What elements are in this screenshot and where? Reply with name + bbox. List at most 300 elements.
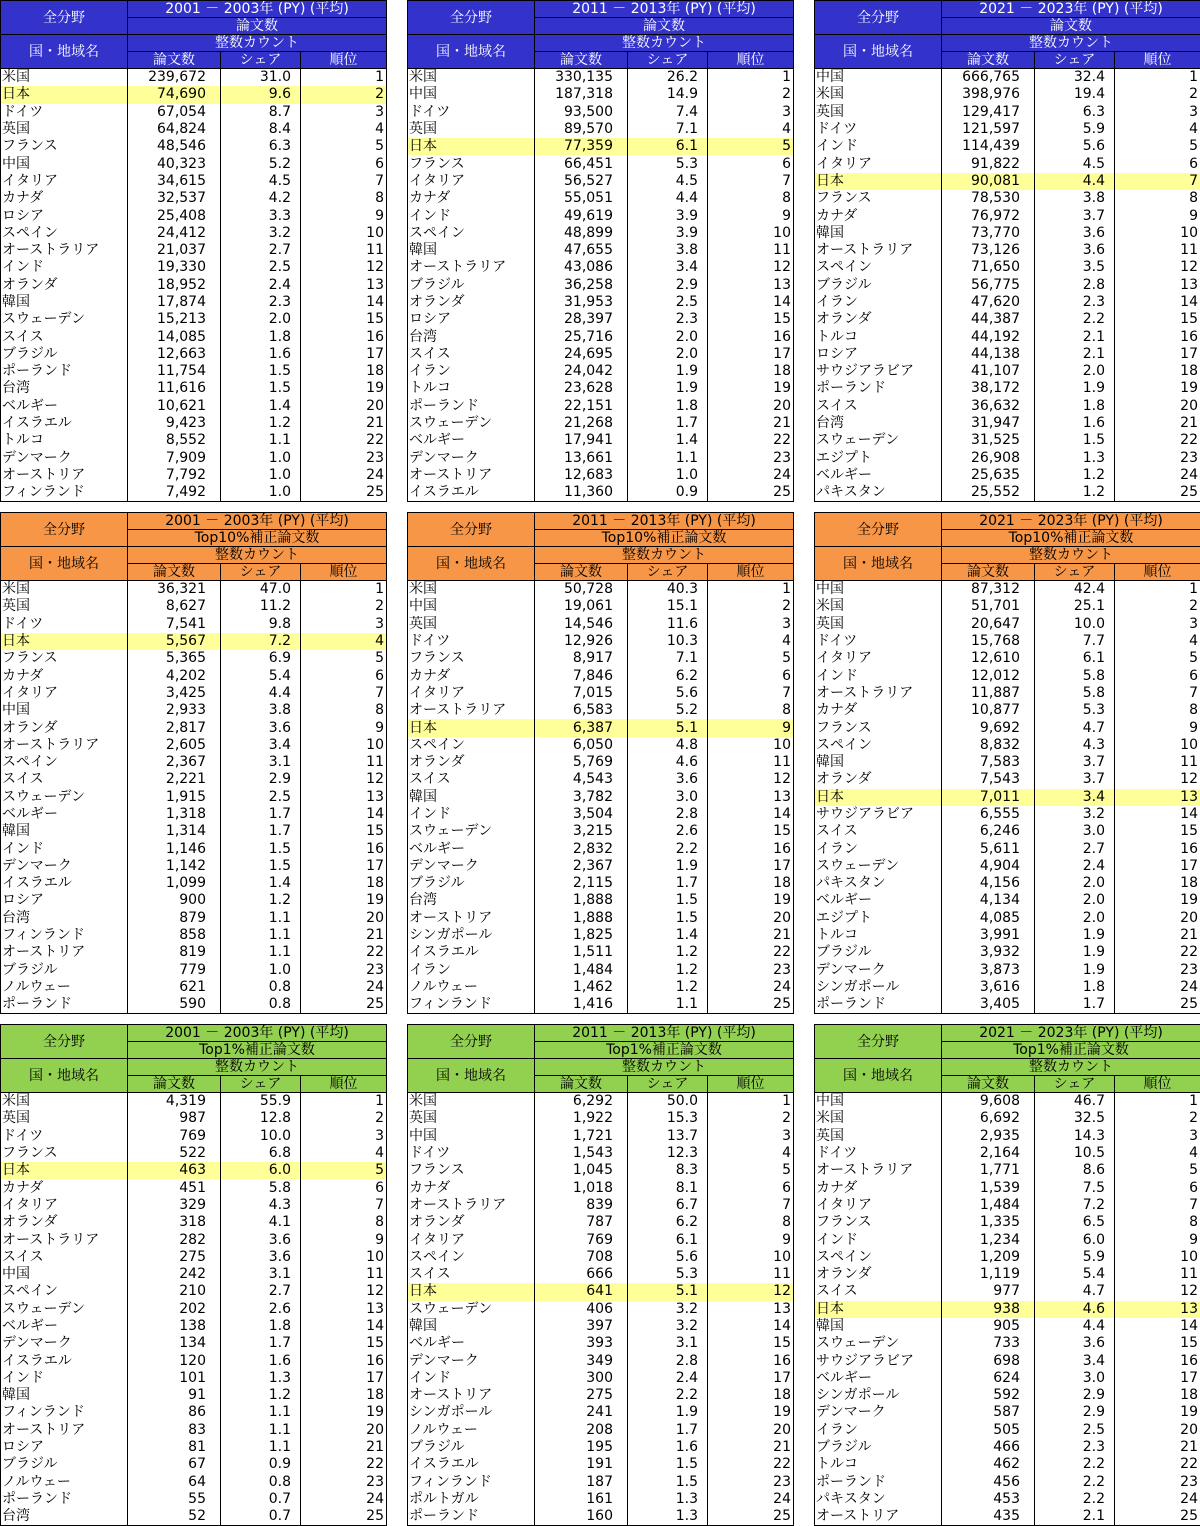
rank-value: 17 bbox=[1115, 346, 1200, 363]
table-row bbox=[1, 450, 387, 467]
country-name: 韓国 bbox=[408, 242, 535, 259]
paper-count: 1,922 bbox=[535, 1110, 628, 1127]
share-value: 19.4 bbox=[1035, 86, 1115, 103]
rank-value: 15 bbox=[708, 1335, 794, 1352]
rank-value: 2 bbox=[708, 86, 794, 103]
paper-count: 592 bbox=[942, 1387, 1035, 1404]
paper-count: 708 bbox=[535, 1249, 628, 1266]
ranking-table bbox=[814, 512, 1200, 1014]
rank-value: 17 bbox=[301, 858, 387, 875]
table-row bbox=[408, 1110, 794, 1127]
country-name: フランス bbox=[815, 190, 942, 207]
table-row bbox=[408, 944, 794, 961]
rank-value: 19 bbox=[708, 380, 794, 397]
share-value: 26.2 bbox=[628, 69, 708, 87]
share-value: 1.9 bbox=[628, 1404, 708, 1421]
share-value: 1.2 bbox=[628, 979, 708, 996]
table-row bbox=[815, 840, 1200, 857]
country-header: 国・地域名 bbox=[1, 35, 128, 69]
period-header: 2011 － 2013年 (PY) (平均) bbox=[535, 1025, 794, 1042]
table-row bbox=[408, 1404, 794, 1421]
table-row bbox=[815, 875, 1200, 892]
table-row bbox=[1, 1214, 387, 1231]
share-value: 3.1 bbox=[221, 754, 301, 771]
paper-count: 779 bbox=[128, 962, 221, 979]
table-row bbox=[408, 121, 794, 138]
country-name: 中国 bbox=[1, 702, 128, 719]
paper-count: 12,610 bbox=[942, 650, 1035, 667]
paper-count: 74,690 bbox=[128, 86, 221, 103]
country-name: ドイツ bbox=[1, 616, 128, 633]
paper-count: 3,405 bbox=[942, 996, 1035, 1014]
paper-count: 5,769 bbox=[535, 754, 628, 771]
share-value: 50.0 bbox=[628, 1093, 708, 1111]
table-row bbox=[408, 86, 794, 103]
share-value: 6.5 bbox=[1035, 1214, 1115, 1231]
share-value: 9.6 bbox=[221, 86, 301, 103]
rank-value: 23 bbox=[1115, 962, 1200, 979]
rank-value: 24 bbox=[708, 979, 794, 996]
paper-count: 73,126 bbox=[942, 242, 1035, 259]
rank-value: 4 bbox=[708, 633, 794, 650]
rank-value: 16 bbox=[1115, 1352, 1200, 1369]
rank-value: 18 bbox=[1115, 363, 1200, 380]
table-row bbox=[815, 685, 1200, 702]
table-row bbox=[1, 1370, 387, 1387]
country-name: トルコ bbox=[815, 1456, 942, 1473]
paper-count: 36,321 bbox=[128, 581, 221, 599]
rank-value: 8 bbox=[1115, 190, 1200, 207]
country-name: ロシア bbox=[408, 311, 535, 328]
paper-count: 138 bbox=[128, 1318, 221, 1335]
rank-value: 11 bbox=[301, 1266, 387, 1283]
rank-value: 18 bbox=[708, 875, 794, 892]
rank-value: 18 bbox=[301, 875, 387, 892]
country-name: オランダ bbox=[408, 294, 535, 311]
table-row bbox=[408, 1179, 794, 1196]
rank-value: 8 bbox=[301, 190, 387, 207]
country-name: カナダ bbox=[408, 1179, 535, 1196]
paper-count: 195 bbox=[535, 1439, 628, 1456]
rank-value: 12 bbox=[708, 771, 794, 788]
country-name: オーストリア bbox=[408, 910, 535, 927]
paper-count: 19,330 bbox=[128, 259, 221, 276]
rank-value: 13 bbox=[301, 1301, 387, 1318]
rank-value: 15 bbox=[1115, 311, 1200, 328]
table-row bbox=[408, 1249, 794, 1266]
table-row bbox=[408, 892, 794, 909]
table-row bbox=[408, 858, 794, 875]
paper-count: 787 bbox=[535, 1214, 628, 1231]
table-row bbox=[1, 1110, 387, 1127]
table-row bbox=[1, 892, 387, 909]
rank-value: 19 bbox=[1115, 380, 1200, 397]
table-row bbox=[1, 737, 387, 754]
country-name: 韓国 bbox=[815, 225, 942, 242]
period-header: 2021 － 2023年 (PY) (平均) bbox=[942, 513, 1200, 530]
share-value: 5.8 bbox=[1035, 685, 1115, 702]
paper-count: 2,367 bbox=[535, 858, 628, 875]
table-row bbox=[1, 581, 387, 599]
rank-value: 25 bbox=[301, 996, 387, 1014]
share-value: 14.3 bbox=[1035, 1128, 1115, 1145]
paper-count: 7,011 bbox=[942, 789, 1035, 806]
rank-value: 20 bbox=[708, 1422, 794, 1439]
country-name: オランダ bbox=[408, 1214, 535, 1231]
share-value: 1.6 bbox=[1035, 415, 1115, 432]
rank-value: 13 bbox=[1115, 277, 1200, 294]
country-name: スペイン bbox=[408, 1249, 535, 1266]
rank-value: 5 bbox=[301, 138, 387, 155]
paper-count: 25,635 bbox=[942, 467, 1035, 484]
country-name: スイス bbox=[408, 1266, 535, 1283]
rank-value: 8 bbox=[1115, 1214, 1200, 1231]
country-name: シンガポール bbox=[815, 1387, 942, 1404]
rank-value: 22 bbox=[1115, 1456, 1200, 1473]
table-row bbox=[1, 616, 387, 633]
share-value: 6.7 bbox=[628, 1197, 708, 1214]
rank-value: 6 bbox=[301, 155, 387, 172]
field-header: 全分野 bbox=[1, 1025, 128, 1059]
share-value: 3.0 bbox=[628, 789, 708, 806]
country-name: 中国 bbox=[408, 86, 535, 103]
share-value: 2.6 bbox=[221, 1301, 301, 1318]
rank-value: 14 bbox=[301, 806, 387, 823]
table-row bbox=[1, 484, 387, 502]
rank-value: 4 bbox=[301, 121, 387, 138]
rank-value: 4 bbox=[301, 633, 387, 650]
table-row bbox=[408, 138, 794, 155]
paper-count: 14,085 bbox=[128, 328, 221, 345]
rank-value: 3 bbox=[1115, 1128, 1200, 1145]
table-row bbox=[408, 789, 794, 806]
country-name: イラン bbox=[408, 962, 535, 979]
rank-value: 3 bbox=[708, 616, 794, 633]
paper-count: 451 bbox=[128, 1179, 221, 1196]
paper-count: 6,555 bbox=[942, 806, 1035, 823]
paper-count: 56,527 bbox=[535, 173, 628, 190]
table-row bbox=[408, 1422, 794, 1439]
country-name: フランス bbox=[408, 155, 535, 172]
rank-value: 13 bbox=[708, 1301, 794, 1318]
share-value: 4.5 bbox=[221, 173, 301, 190]
share-value: 2.1 bbox=[1035, 328, 1115, 345]
share-value: 1.5 bbox=[221, 380, 301, 397]
rank-value: 21 bbox=[301, 415, 387, 432]
country-name: スウェーデン bbox=[815, 1335, 942, 1352]
share-value: 3.2 bbox=[221, 225, 301, 242]
rank-value: 9 bbox=[301, 207, 387, 224]
rank-value: 23 bbox=[301, 1474, 387, 1491]
country-name: 米国 bbox=[815, 1110, 942, 1127]
table-row bbox=[815, 823, 1200, 840]
rank-value: 7 bbox=[1115, 685, 1200, 702]
metric-header: 論文数 bbox=[942, 18, 1200, 35]
share-value: 3.6 bbox=[1035, 225, 1115, 242]
country-name: 米国 bbox=[408, 581, 535, 599]
table-row bbox=[1, 702, 387, 719]
share-value: 42.4 bbox=[1035, 581, 1115, 599]
field-header: 全分野 bbox=[408, 1, 535, 35]
table-row bbox=[815, 581, 1200, 599]
share-value: 0.8 bbox=[221, 979, 301, 996]
paper-count: 5,567 bbox=[128, 633, 221, 650]
paper-count: 624 bbox=[942, 1370, 1035, 1387]
country-name: インド bbox=[1, 840, 128, 857]
share-value: 1.4 bbox=[628, 927, 708, 944]
country-name: パキスタン bbox=[815, 484, 942, 502]
country-name: インド bbox=[408, 806, 535, 823]
country-name: デンマーク bbox=[815, 1404, 942, 1421]
paper-count: 733 bbox=[942, 1335, 1035, 1352]
paper-count: 134 bbox=[128, 1335, 221, 1352]
rank-value: 21 bbox=[708, 415, 794, 432]
paper-count: 4,319 bbox=[128, 1093, 221, 1111]
paper-count: 397 bbox=[535, 1318, 628, 1335]
rank-value: 3 bbox=[1115, 616, 1200, 633]
rank-value: 15 bbox=[301, 1335, 387, 1352]
rank-value: 16 bbox=[301, 840, 387, 857]
country-name: 台湾 bbox=[1, 380, 128, 397]
country-name: ポーランド bbox=[408, 398, 535, 415]
rank-value: 11 bbox=[1115, 242, 1200, 259]
paper-count: 23,628 bbox=[535, 380, 628, 397]
share-value: 1.4 bbox=[628, 432, 708, 449]
share-value: 3.0 bbox=[1035, 1370, 1115, 1387]
table-row bbox=[1, 1474, 387, 1491]
rank-value: 12 bbox=[708, 259, 794, 276]
paper-count: 83 bbox=[128, 1422, 221, 1439]
paper-count: 15,768 bbox=[942, 633, 1035, 650]
rank-value: 23 bbox=[708, 450, 794, 467]
share-value: 5.9 bbox=[1035, 121, 1115, 138]
share-value: 2.0 bbox=[1035, 875, 1115, 892]
country-name: オーストリア bbox=[1, 467, 128, 484]
table-row bbox=[815, 1231, 1200, 1248]
share-value: 1.5 bbox=[1035, 432, 1115, 449]
table-row bbox=[408, 702, 794, 719]
paper-count: 86 bbox=[128, 1404, 221, 1421]
share-value: 31.0 bbox=[221, 69, 301, 87]
paper-count: 505 bbox=[942, 1422, 1035, 1439]
table-row bbox=[815, 294, 1200, 311]
country-name: フランス bbox=[1, 650, 128, 667]
rank-value: 24 bbox=[1115, 979, 1200, 996]
rank-value: 19 bbox=[1115, 1404, 1200, 1421]
share-value: 0.7 bbox=[221, 1508, 301, 1526]
share-value: 6.2 bbox=[628, 1214, 708, 1231]
paper-count: 21,268 bbox=[535, 415, 628, 432]
table-row bbox=[1, 1404, 387, 1421]
share-value: 3.6 bbox=[221, 1249, 301, 1266]
table-row bbox=[408, 1093, 794, 1111]
country-name: ベルギー bbox=[815, 892, 942, 909]
paper-count: 318 bbox=[128, 1214, 221, 1231]
country-name: ノルウェー bbox=[1, 1474, 128, 1491]
share-value: 1.2 bbox=[221, 892, 301, 909]
table-row bbox=[408, 598, 794, 615]
table-row bbox=[1, 138, 387, 155]
paper-count: 67,054 bbox=[128, 104, 221, 121]
country-header: 国・地域名 bbox=[1, 547, 128, 581]
paper-count: 121,597 bbox=[942, 121, 1035, 138]
share-value: 2.8 bbox=[628, 1352, 708, 1369]
share-value: 7.7 bbox=[1035, 633, 1115, 650]
country-header: 国・地域名 bbox=[408, 547, 535, 581]
table-row bbox=[815, 754, 1200, 771]
country-name: 英国 bbox=[1, 1110, 128, 1127]
table-row bbox=[1, 1128, 387, 1145]
country-name: 日本 bbox=[815, 789, 942, 806]
rank-value: 24 bbox=[1115, 467, 1200, 484]
metric-header: 論文数 bbox=[128, 18, 387, 35]
country-name: ドイツ bbox=[815, 121, 942, 138]
share-value: 1.1 bbox=[221, 432, 301, 449]
rank-value: 25 bbox=[1115, 1508, 1200, 1526]
rank-value: 13 bbox=[1115, 1301, 1200, 1318]
paper-count: 187 bbox=[535, 1474, 628, 1491]
rank-value: 11 bbox=[301, 242, 387, 259]
rank-value: 4 bbox=[1115, 1145, 1200, 1162]
table-row bbox=[815, 259, 1200, 276]
paper-count: 8,627 bbox=[128, 598, 221, 615]
paper-count: 15,213 bbox=[128, 311, 221, 328]
rank-value: 16 bbox=[1115, 328, 1200, 345]
share-value: 2.0 bbox=[221, 311, 301, 328]
table-row bbox=[1, 875, 387, 892]
paper-count: 48,546 bbox=[128, 138, 221, 155]
table-row bbox=[408, 1474, 794, 1491]
share-value: 7.1 bbox=[628, 650, 708, 667]
table-row bbox=[815, 1301, 1200, 1318]
share-value: 6.1 bbox=[628, 138, 708, 155]
rank-column-header: 順位 bbox=[301, 1076, 387, 1093]
paper-count: 91,822 bbox=[942, 155, 1035, 172]
table-row bbox=[815, 1335, 1200, 1352]
country-name: サウジアラビア bbox=[815, 806, 942, 823]
rank-column-header: 順位 bbox=[301, 564, 387, 581]
paper-count: 1,888 bbox=[535, 910, 628, 927]
table-row bbox=[408, 1214, 794, 1231]
share-value: 0.8 bbox=[221, 996, 301, 1014]
table-row bbox=[1, 1439, 387, 1456]
rank-value: 20 bbox=[708, 910, 794, 927]
rank-value: 25 bbox=[708, 996, 794, 1014]
paper-count: 160 bbox=[535, 1508, 628, 1526]
table-row bbox=[815, 598, 1200, 615]
share-value: 6.9 bbox=[221, 650, 301, 667]
rank-value: 6 bbox=[708, 667, 794, 684]
country-name: カナダ bbox=[815, 702, 942, 719]
country-name: ドイツ bbox=[815, 633, 942, 650]
table-row bbox=[1, 1283, 387, 1300]
country-name: スイス bbox=[815, 398, 942, 415]
paper-count: 44,387 bbox=[942, 311, 1035, 328]
paper-count: 522 bbox=[128, 1145, 221, 1162]
rank-value: 17 bbox=[1115, 858, 1200, 875]
table-row bbox=[1, 858, 387, 875]
paper-count: 3,991 bbox=[942, 927, 1035, 944]
rank-value: 3 bbox=[708, 1128, 794, 1145]
paper-count: 641 bbox=[535, 1283, 628, 1300]
paper-count: 463 bbox=[128, 1162, 221, 1179]
country-name: ブラジル bbox=[1, 1456, 128, 1473]
country-name: オーストリア bbox=[1, 1422, 128, 1439]
rank-value: 25 bbox=[1115, 484, 1200, 502]
share-value: 55.9 bbox=[221, 1093, 301, 1111]
table-row bbox=[408, 363, 794, 380]
share-column-header: シェア bbox=[1035, 52, 1115, 69]
country-name: イタリア bbox=[1, 685, 128, 702]
paper-count: 10,621 bbox=[128, 398, 221, 415]
share-value: 2.3 bbox=[1035, 294, 1115, 311]
country-name: イタリア bbox=[1, 173, 128, 190]
papers-column-header: 論文数 bbox=[535, 564, 628, 581]
paper-count: 17,941 bbox=[535, 432, 628, 449]
share-value: 10.3 bbox=[628, 633, 708, 650]
paper-count: 52 bbox=[128, 1508, 221, 1526]
country-name: 日本 bbox=[1, 1162, 128, 1179]
share-value: 2.8 bbox=[1035, 277, 1115, 294]
country-name: オランダ bbox=[815, 771, 942, 788]
rank-value: 8 bbox=[708, 702, 794, 719]
paper-count: 67 bbox=[128, 1456, 221, 1473]
share-value: 3.7 bbox=[1035, 207, 1115, 224]
rank-value: 13 bbox=[301, 277, 387, 294]
share-value: 1.0 bbox=[221, 467, 301, 484]
table-row bbox=[815, 1128, 1200, 1145]
share-value: 1.9 bbox=[628, 380, 708, 397]
table-row bbox=[815, 225, 1200, 242]
share-value: 1.5 bbox=[221, 858, 301, 875]
country-name: 英国 bbox=[408, 1110, 535, 1127]
share-column-header: シェア bbox=[628, 564, 708, 581]
share-value: 11.2 bbox=[221, 598, 301, 615]
share-value: 1.8 bbox=[221, 328, 301, 345]
table-row bbox=[1, 979, 387, 996]
share-value: 5.3 bbox=[628, 1266, 708, 1283]
share-value: 8.7 bbox=[221, 104, 301, 121]
country-name: オーストラリア bbox=[815, 242, 942, 259]
paper-count: 56,775 bbox=[942, 277, 1035, 294]
country-name: イスラエル bbox=[1, 875, 128, 892]
paper-count: 858 bbox=[128, 927, 221, 944]
share-value: 1.8 bbox=[1035, 979, 1115, 996]
paper-count: 87,312 bbox=[942, 581, 1035, 599]
paper-count: 587 bbox=[942, 1404, 1035, 1421]
table-row bbox=[1, 1231, 387, 1248]
period-header: 2021 － 2023年 (PY) (平均) bbox=[942, 1, 1200, 18]
share-value: 2.7 bbox=[221, 242, 301, 259]
table-row bbox=[408, 754, 794, 771]
paper-count: 12,683 bbox=[535, 467, 628, 484]
country-name: ポーランド bbox=[1, 1491, 128, 1508]
rank-value: 16 bbox=[708, 328, 794, 345]
paper-count: 3,215 bbox=[535, 823, 628, 840]
share-value: 1.0 bbox=[221, 962, 301, 979]
share-value: 1.5 bbox=[628, 1456, 708, 1473]
table-row bbox=[1, 1422, 387, 1439]
paper-count: 1,915 bbox=[128, 789, 221, 806]
share-value: 5.2 bbox=[221, 155, 301, 172]
country-name: 米国 bbox=[815, 598, 942, 615]
table-row bbox=[408, 104, 794, 121]
country-name: ブラジル bbox=[815, 277, 942, 294]
table-row bbox=[408, 398, 794, 415]
table-row bbox=[408, 450, 794, 467]
paper-count: 71,650 bbox=[942, 259, 1035, 276]
table-row bbox=[408, 633, 794, 650]
